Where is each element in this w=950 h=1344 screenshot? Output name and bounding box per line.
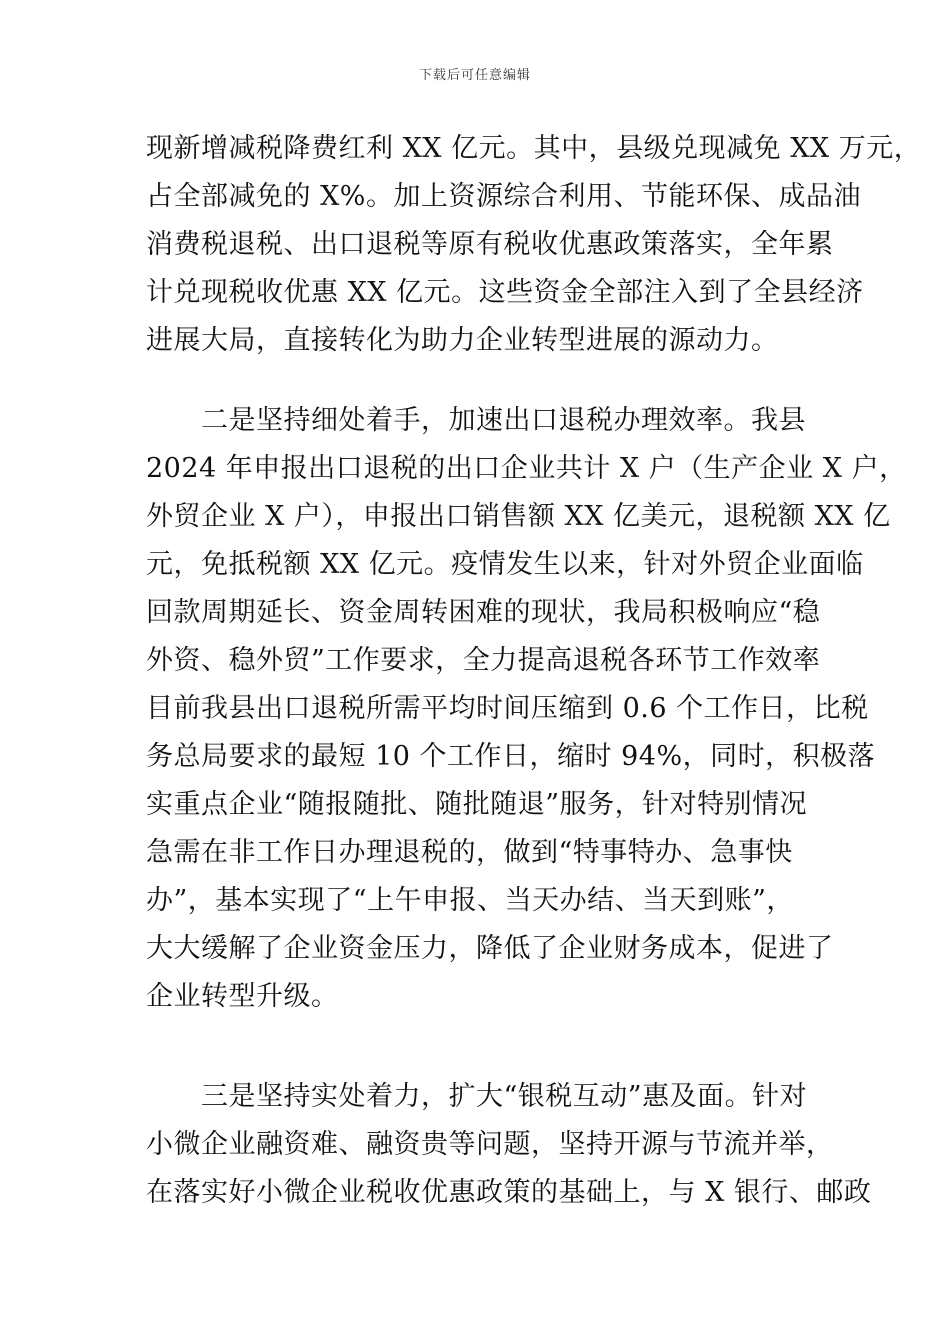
text-line: 企业转型升级。 — [146, 981, 339, 1012]
text-line: 二是坚持细处着手，加速出口退税办理效率。我县 — [146, 405, 806, 436]
text-line: 外贸企业 X 户），申报出口销售额 XX 亿美元，退税额 XX 亿 — [146, 501, 891, 532]
text-line: 消费税退税、出口退税等原有税收优惠政策落实，全年累 — [146, 229, 834, 260]
text-line: 2024 年申报出口退税的出口企业共计 X 户（生产企业 X 户， — [146, 453, 907, 484]
text-line: 大大缓解了企业资金压力，降低了企业财务成本，促进了 — [146, 933, 834, 964]
text-line: 小微企业融资难、融资贵等问题，坚持开源与节流并举， — [146, 1129, 834, 1160]
text-line: 现新增减税降费红利 XX 亿元。其中，县级兑现减免 XX 万元， — [146, 133, 922, 164]
text-line: 在落实好小微企业税收优惠政策的基础上，与 X 银行、邮政 — [146, 1177, 872, 1208]
text-line: 进展大局，直接转化为助力企业转型进展的源动力。 — [146, 325, 779, 356]
text-line: 三是坚持实处着力，扩大“银税互动”惠及面。针对 — [146, 1081, 808, 1112]
text-line: 回款周期延长、资金周转困难的现状，我局积极响应“稳 — [146, 597, 821, 628]
text-line: 务总局要求的最短 10 个工作日，缩时 94%，同时，积极落 — [146, 741, 876, 772]
text-line: 占全部减免的 X%。加上资源综合利用、节能环保、成品油 — [146, 181, 861, 212]
text-line: 计兑现税收优惠 XX 亿元。这些资金全部注入到了全县经济 — [146, 277, 864, 308]
text-line: 办”，基本实现了“上午申报、当天办结、当天到账”， — [146, 885, 794, 916]
header-note: 下载后可任意编辑 — [418, 68, 531, 83]
text-line: 实重点企业“随报随批、随批随退”服务，针对特别情况 — [146, 789, 808, 820]
text-line: 外资、稳外贸”工作要求，全力提高退税各环节工作效率 — [146, 645, 821, 676]
text-line: 元，免抵税额 XX 亿元。疫情发生以来，针对外贸企业面临 — [146, 549, 864, 580]
text-line: 目前我县出口退税所需平均时间压缩到 0.6 个工作日，比税 — [146, 693, 869, 724]
text-line: 急需在非工作日办理退税的，做到“特事特办、急事快 — [146, 837, 793, 868]
